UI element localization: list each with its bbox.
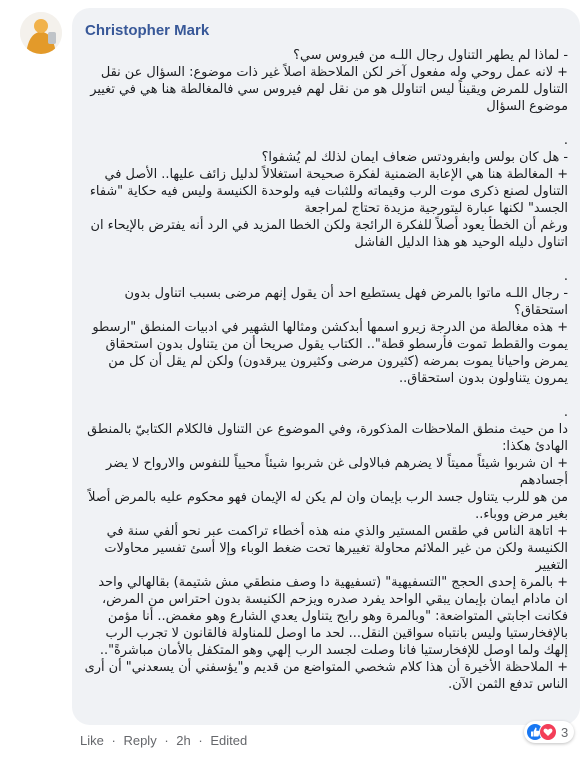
comment-paragraph: + ان شربوا شيئاً مميتاً لا يضرهم فبالاولى غن شربوا شيئاً محيياً للنفوس والارواح لا يضر أجسادهم	[106, 456, 568, 488]
avatar[interactable]	[20, 12, 62, 54]
action-separator: ·	[111, 733, 116, 748]
comment-paragraph: من هو للرب يتناول جسد الرب بإيمان وان لم يكن له الإيمان فهو محكوم عليه بالمرض أصلاً بغير مرض ووباء..	[88, 490, 568, 522]
paragraph-gap	[84, 251, 568, 268]
edited-label[interactable]: Edited	[210, 733, 248, 748]
reactions-summary[interactable]	[524, 721, 574, 743]
timestamp[interactable]: 2h	[176, 733, 191, 748]
comment-paragraph: ورغم أن الخطأ يعود أصلاً للفكرة الرائجة ولكن الخطا المزيد في الرد أنه يفترض بالإيحاء ان اتناول دليله الوحيد هو هذا الدليل الفاشل	[90, 218, 568, 250]
comment-paragraph: .	[563, 269, 568, 284]
paragraph-gap	[84, 387, 568, 404]
like-link[interactable]: Like	[80, 733, 104, 748]
comment-paragraph: + بالمرة إحدى الحجج "التسفيهية" (تسفيهية دا وصف منطقي مش شتيمة) بقالهالي واحد ان مادام ايمان بإيمان يبقي الواحد يفرد صدره ويزحم الكنيسة بدون احتراس من المرض، فكانت اجابتي المتواضعة: "وبالمرة وهو رايح يتناول يعدي الشارع وهو مغمض.. أنا مؤمن بالإفخارستيا وليس بانتباه سواقين النقل... لحد ما اوصل للمناولة فالقانون لا تجرب الرب إلهك ولما اوصل للإفخارستيا فانا وصلت لجسد الرب إلهي وهو المتكفل بالأمان مباشرةً"..	[98, 575, 568, 658]
reply-link[interactable]: Reply	[123, 733, 157, 748]
comment-paragraph: دا من حيث منطق الملاحظات المذكورة، وفي الموضوع عن التناول فالكلام الكتابيّ بالمنطق الهادئ هكذا:	[87, 422, 568, 454]
comment-paragraph: + لانه عمل روحي وله مفعول آخر لكن الملاحظة اصلاً غير ذات موضوع: السؤال عن نقل التناول للمرض ويقيناً ليس اتناولل هو من نقل لهم فيروس سي فالمغالطة هنا هي في تغيير موضوع السؤال	[90, 65, 568, 114]
comment-paragraph: + الملاحظة الأخيرة أن هذا كلام شخصي المتواضع من قديم و"يؤسفني أن يسعدني" أن أرى الناس تدفع الثمن الآن.	[84, 660, 568, 692]
comment-paragraph: - لماذا لم يطهر التناول رجال اللـه من فيروس سي؟	[293, 48, 568, 63]
comment-paragraph: .	[563, 133, 568, 148]
love-icon	[539, 723, 557, 741]
comment-paragraph: - رجال اللـه ماتوا بالمرض فهل يستطيع احد أن يقول إنهم مرضى بسبب اتناول بدون استحقاق؟	[124, 286, 568, 318]
action-separator: ·	[164, 733, 169, 748]
paragraph-gap	[84, 115, 568, 132]
comment-paragraph: + هذه مغالطة من الدرجة زيرو اسمها أبدكشن ومثالها الشهير في ادبيات المنطق "ارسطو يموت والقطط تموت فأرسطو قطة".. الكتاب يقول صريحا أن من يتناول بدون استحقاق يمرض واحيانا يموت بمرضه (كثيرون مرضى وكثيرون يبرقدون) ولكن لم يقل أن كل من يمرون يتناولون بدون استحقاق..	[92, 320, 568, 386]
comment-actions	[80, 733, 251, 748]
comment-paragraph: + المغالطة هنا هي الإعابة الضمنية لفكرة صحيحة استغلالاً لدليل زائف عليها.. الأصل في التناول لصنع ذكرى موت الرب وقيماته وللثبات فيه ولوحدة الكنيسة وليس فيه حكاية "شفاء الجسد" لكنها عبارة ليتورجية مزيدة تحتاج لمراجعة	[89, 167, 568, 216]
comment-body	[84, 47, 568, 693]
comment-paragraph: .	[563, 405, 568, 420]
action-separator: ·	[198, 733, 203, 748]
comment-author[interactable]: Christopher Mark	[85, 22, 210, 39]
reaction-count: 3	[561, 724, 569, 740]
comment-paragraph: - هل كان بولس وابفرودتس ضعاف ايمان لذلك لم يُشفوا؟	[261, 150, 568, 165]
comment-bubble	[72, 8, 580, 725]
comment-paragraph: + اتاهة الناس في طقس المستير والذي منه هذه أخطاء تراكمت عبر نحو ألفي سنة في الكنيسة ولكن من غير الملائم محاولة تغييرها تحت ضغط الوباء وإلا أسئ تفسير محاولات التغيير	[104, 524, 568, 573]
